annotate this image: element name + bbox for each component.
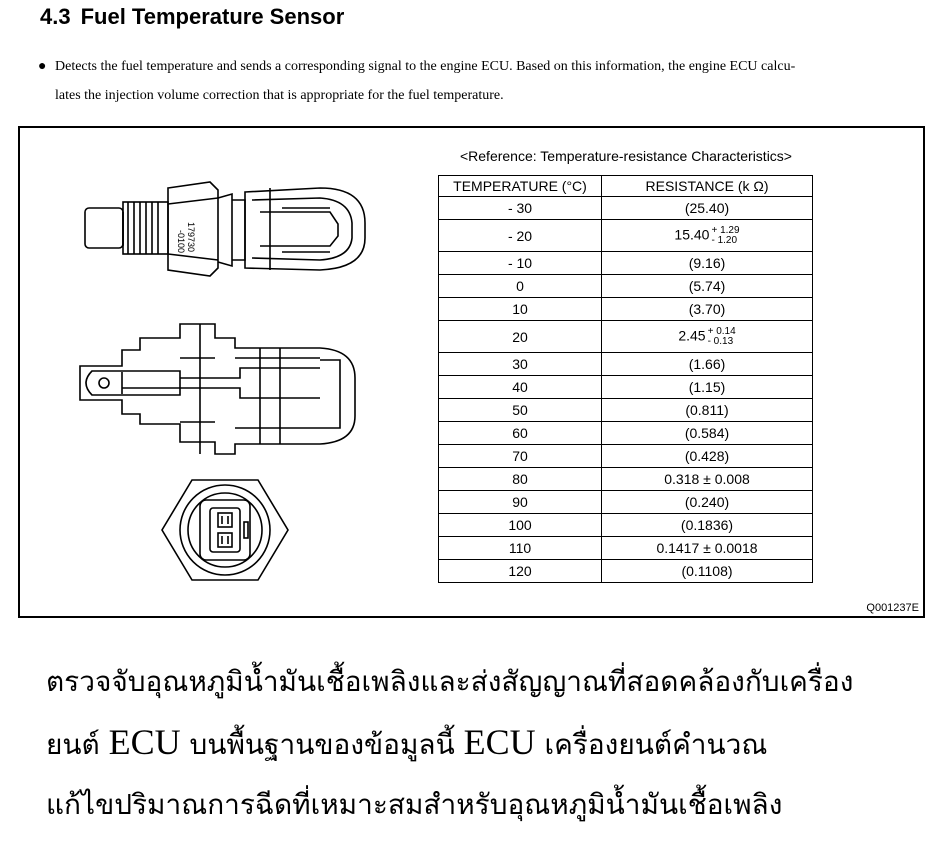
tolerance-minus: - 0.13 <box>707 335 734 347</box>
table-row <box>439 399 813 422</box>
temperature-cell: 70 <box>439 445 602 468</box>
table-header-row <box>439 176 813 197</box>
tolerance-plus: + 0.14 <box>707 325 736 337</box>
resistance-value: 2.45 <box>678 327 706 344</box>
temperature-cell: - 20 <box>439 220 602 252</box>
temperature-cell: 80 <box>439 468 602 491</box>
sensor-marking-2: -0100 <box>176 230 186 254</box>
thai-translation <box>46 652 926 835</box>
description-line-1: Detects the fuel temperature and sends a corresponding signal to the engine ECU. Based on this information, the engine ECU calcu- <box>55 59 796 74</box>
reference-caption: <Reference: Temperature-resistance Characteristics> <box>459 148 792 164</box>
table-row <box>439 321 813 353</box>
resistance-value: (0.811) <box>685 402 729 418</box>
table-row <box>439 252 813 275</box>
thai-line-1: ตรวจจับอุณหภูมิน้ำมันเชื้อเพลิงและส่งสัญญาณที่สอดคล้องกับเครื่อง <box>46 665 854 698</box>
temperature-cell: 10 <box>439 298 602 321</box>
figure-frame <box>18 126 925 618</box>
resistance-value: 0.1417 ± 0.0018 <box>656 540 758 556</box>
section-heading <box>40 4 344 30</box>
tolerance-plus: + 1.29 <box>711 224 740 236</box>
sensor-side-view <box>85 182 365 276</box>
resistance-value: 0.318 ± 0.008 <box>664 471 750 487</box>
tolerance <box>708 327 736 347</box>
resistance-value: (0.584) <box>684 425 730 441</box>
temperature-cell: 50 <box>439 399 602 422</box>
resistance-value: (3.70) <box>688 301 726 317</box>
thai-line-2-ecu-2: ECU <box>463 722 536 762</box>
resistance-cell <box>602 197 813 220</box>
resistance-cell <box>602 468 813 491</box>
resistance-cell <box>602 422 813 445</box>
table-row <box>439 220 813 252</box>
temperature-cell: 120 <box>439 560 602 583</box>
resistance-cell <box>602 353 813 376</box>
resistance-cell <box>602 376 813 399</box>
temperature-cell: 110 <box>439 537 602 560</box>
temperature-cell: 60 <box>439 422 602 445</box>
sensor-drawings <box>20 128 420 616</box>
table-row <box>439 468 813 491</box>
resistance-cell <box>602 252 813 275</box>
resistance-cell <box>602 445 813 468</box>
tolerance <box>711 226 739 246</box>
figure-code: Q001237E <box>866 602 919 614</box>
table-row <box>439 445 813 468</box>
table-row <box>439 376 813 399</box>
resistance-value: (0.1836) <box>680 517 734 533</box>
thai-line-2-part-1: ยนต์ <box>46 728 109 761</box>
resistance-cell <box>602 399 813 422</box>
resistance-value: (25.40) <box>684 200 730 216</box>
thai-line-2-part-3: เครื่องยนต์คำนวณ <box>535 728 768 761</box>
description <box>38 52 930 110</box>
thai-line-2-part-2: บนพื้นฐานของข้อมูลนี้ <box>180 728 464 761</box>
resistance-cell <box>602 321 813 353</box>
resistance-table <box>438 175 813 583</box>
resistance-cell <box>602 560 813 583</box>
table-row <box>439 514 813 537</box>
temperature-cell: 90 <box>439 491 602 514</box>
thai-line-3: แก้ไขปริมาณการฉีดที่เหมาะสมสำหรับอุณหภูมิน้ำมันเชื้อเพลิง <box>46 788 783 821</box>
resistance-cell <box>602 537 813 560</box>
resistance-value: (5.74) <box>688 278 726 294</box>
resistance-value: (0.428) <box>684 448 730 464</box>
table-row <box>439 422 813 445</box>
bullet-icon: ● <box>38 59 47 74</box>
resistance-cell <box>602 298 813 321</box>
resistance-value: 15.40 <box>674 226 710 243</box>
resistance-cell <box>602 514 813 537</box>
table-row <box>439 197 813 220</box>
table-row <box>439 491 813 514</box>
table-row <box>439 298 813 321</box>
resistance-value: (1.66) <box>688 356 726 372</box>
header-temperature: TEMPERATURE (°C) <box>439 176 602 197</box>
description-line-2: lates the injection volume correction that is appropriate for the fuel temperature. <box>55 88 504 103</box>
temperature-cell: 40 <box>439 376 602 399</box>
sensor-connector-view <box>162 480 288 580</box>
thai-line-2 <box>46 712 926 775</box>
table-row <box>439 560 813 583</box>
temperature-cell: 100 <box>439 514 602 537</box>
tolerance-minus: - 1.20 <box>711 234 738 246</box>
section-number: 4.3 <box>40 4 71 29</box>
resistance-cell <box>602 275 813 298</box>
resistance-value: (0.240) <box>684 494 730 510</box>
temperature-cell: 30 <box>439 353 602 376</box>
sensor-cross-section <box>80 324 355 454</box>
table-row <box>439 275 813 298</box>
header-resistance: RESISTANCE (k Ω) <box>602 176 813 197</box>
resistance-value: (0.1108) <box>681 563 733 579</box>
resistance-value: (9.16) <box>688 255 726 271</box>
resistance-value: (1.15) <box>688 379 726 395</box>
section-title: Fuel Temperature Sensor <box>80 4 345 29</box>
thai-line-2-ecu-1: ECU <box>108 722 181 762</box>
table-row <box>439 353 813 376</box>
temperature-cell: - 10 <box>439 252 602 275</box>
resistance-cell <box>602 220 813 252</box>
temperature-cell: 0 <box>439 275 602 298</box>
temperature-cell: - 30 <box>439 197 602 220</box>
sensor-marking-1: 179730 <box>186 222 196 253</box>
table-row <box>439 537 813 560</box>
resistance-cell <box>602 491 813 514</box>
temperature-cell: 20 <box>439 321 602 353</box>
